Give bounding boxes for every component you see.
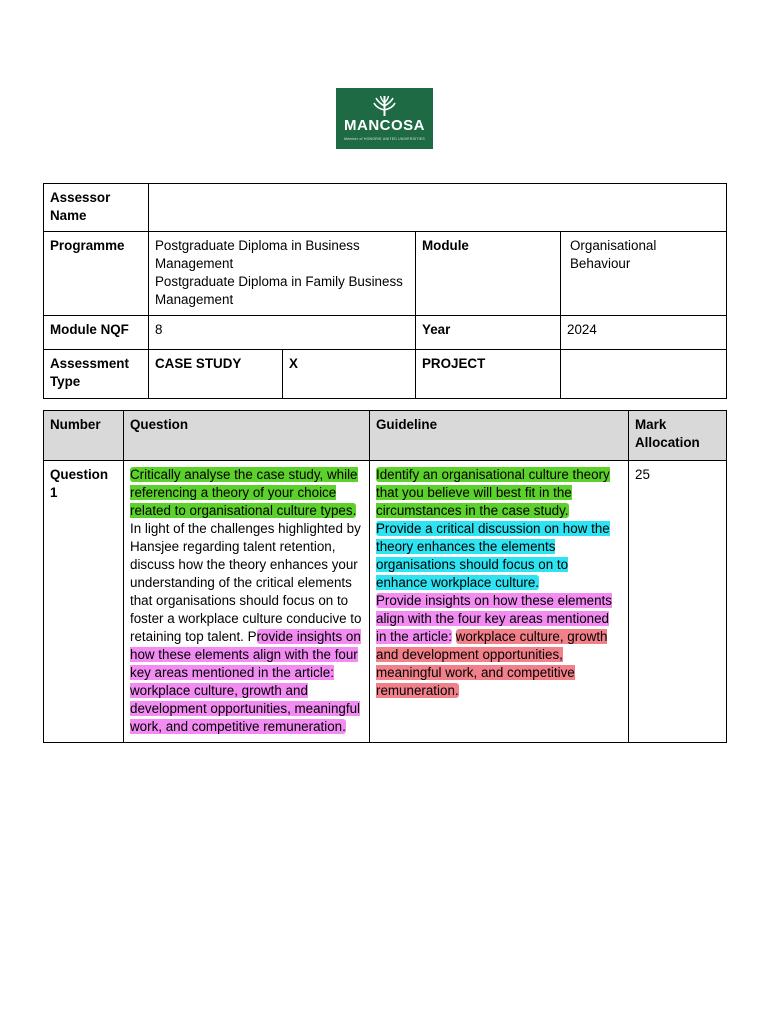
- header-guideline: Guideline: [370, 411, 629, 461]
- bullet-icon: ·: [368, 524, 371, 533]
- question-highlight-pink: rovide insights on how these elements align with the four key areas mentioned in the article: workplace culture, growth and development opportunities, meaningful work, and competitive remuneration.: [130, 629, 361, 734]
- assessment-type-row: [44, 350, 727, 399]
- mark-value: 25: [629, 461, 727, 743]
- guideline-text-3-pink: Provide insights on how these elements align with the four key areas mentioned in the article:: [376, 593, 612, 644]
- guideline-text-1: Identify an organisational culture theory that you believe will best fit in the circumstances in the case study.: [376, 467, 610, 518]
- programme-row: [44, 232, 727, 316]
- header-number: Number: [44, 411, 124, 461]
- nqf-row: [44, 316, 727, 350]
- case-study-label: CASE STUDY: [149, 350, 283, 399]
- logo-brand: MANCOSA: [344, 117, 425, 134]
- table-row: [44, 461, 727, 743]
- question-number: Question 1: [44, 461, 124, 743]
- guideline-item-3: [368, 592, 622, 700]
- case-study-mark: X: [283, 350, 416, 399]
- programme-line-2: Postgraduate Diploma in Family Business Management: [155, 274, 403, 307]
- guideline-item-1: [368, 466, 622, 520]
- programme-line-1: Postgraduate Diploma in Business Management: [155, 238, 360, 271]
- header-mark-allocation: Mark Allocation: [629, 411, 727, 461]
- project-mark: [561, 350, 727, 399]
- guideline-text-3-red: workplace culture, growth and development opportunities, meaningful work, and competitive remuneration.: [376, 629, 608, 698]
- guideline-item-2: [368, 520, 622, 592]
- question-table: [43, 410, 727, 743]
- nqf-label: Module NQF: [44, 316, 149, 350]
- tree-icon: [372, 94, 397, 118]
- programme-value: [149, 232, 416, 316]
- module-label: Module: [416, 232, 561, 316]
- bullet-icon: ·: [368, 470, 371, 479]
- project-label: PROJECT: [416, 350, 561, 399]
- assessment-info-table: [43, 183, 727, 399]
- module-value: Organisational Behaviour: [561, 232, 727, 316]
- question-text: [124, 461, 370, 743]
- assessor-label: Assessor Name: [44, 184, 149, 232]
- question-highlight-green: Critically analyse the case study, while referencing a theory of your choice related to organisational culture types.: [130, 467, 358, 518]
- nqf-value: 8: [149, 316, 416, 350]
- assessor-value: [149, 184, 727, 232]
- question-plain-text: In light of the challenges highlighted by Hansjee regarding talent retention, discuss how the theory enhances your understanding of the critical elements that organisations should focus on to foster a workplace culture conducive to retaining top talent. P: [130, 521, 362, 644]
- header-question: Question: [124, 411, 370, 461]
- guideline-cell: [370, 461, 629, 743]
- assessment-type-label: Assessment Type: [44, 350, 149, 399]
- assessor-row: [44, 184, 727, 232]
- logo-tagline: Member of HONORIS UNITED UNIVERSITIES: [344, 137, 425, 141]
- year-value: 2024: [561, 316, 727, 350]
- programme-label: Programme: [44, 232, 149, 316]
- mancosa-logo: [336, 88, 433, 149]
- question-table-header: [44, 411, 727, 461]
- guideline-text-2: Provide a critical discussion on how the theory enhances the elements organisations should focus on to enhance workplace culture.: [376, 521, 610, 590]
- bullet-icon: ·: [368, 596, 371, 605]
- year-label: Year: [416, 316, 561, 350]
